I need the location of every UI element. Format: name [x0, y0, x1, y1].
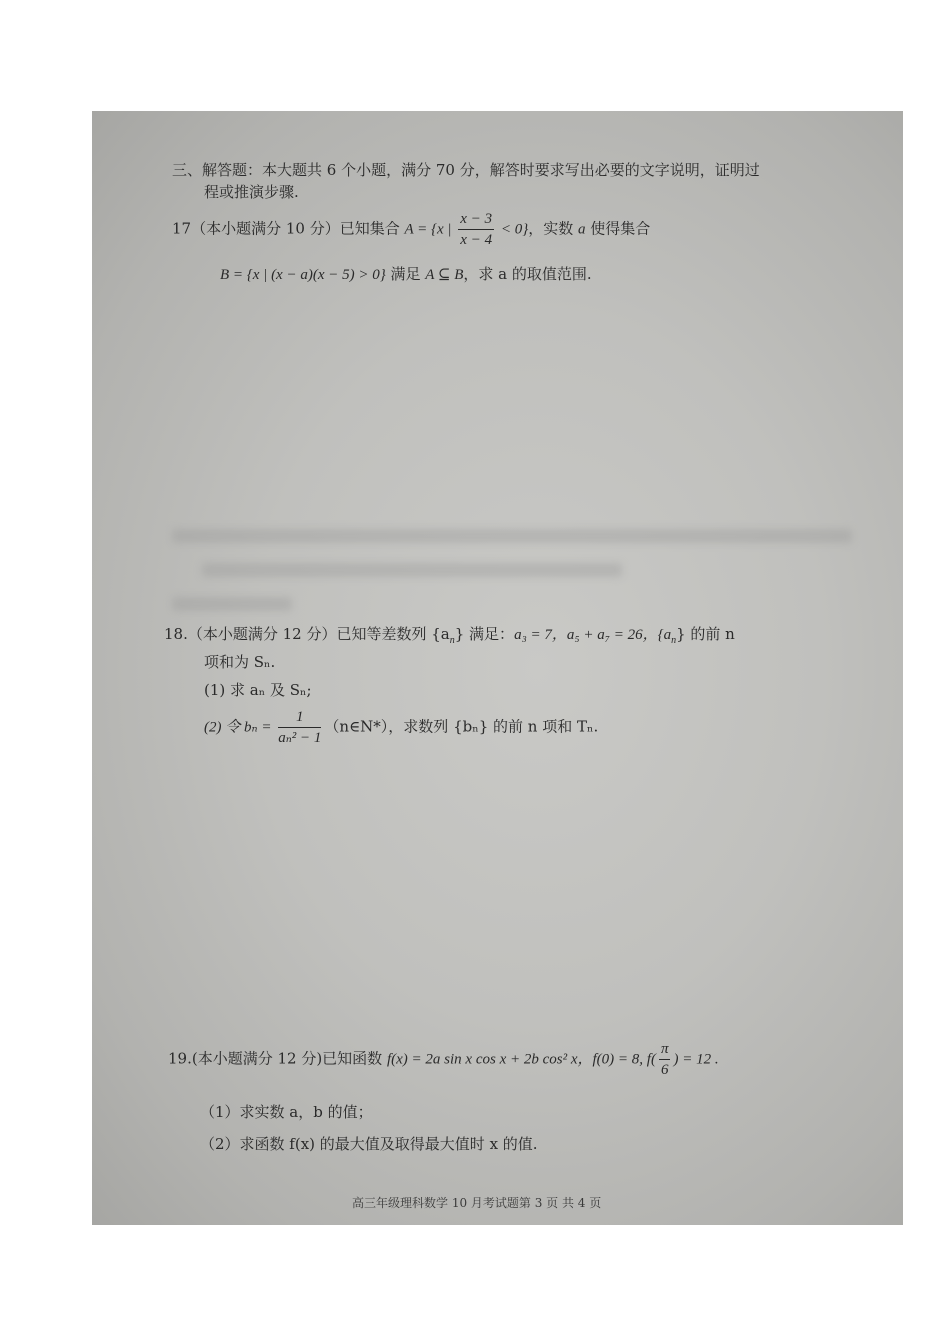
question-17 — [172, 209, 650, 250]
q17-cond-pre: 满足 — [385, 265, 426, 283]
q19-part1: （1）求实数 a，b 的值； — [200, 1103, 373, 1121]
q18-lead2: } 满足： — [454, 625, 515, 643]
q19-cond1: ，f(0) = 8, f( — [577, 1051, 656, 1068]
q19-part2: （2）求函数 f(x) 的最大值及取得最大值时 x 的值. — [200, 1135, 538, 1153]
q17-ask: ，求 a 的取值范围. — [463, 265, 592, 283]
question-18 — [164, 623, 735, 646]
question-18-part1 — [204, 679, 312, 700]
q17-frac-den: x − 4 — [460, 232, 493, 248]
q19-number: 19. — [168, 1049, 192, 1068]
q17-setB: B = {x | (x − a)(x − 5) > 0} — [220, 267, 386, 283]
q19-pi-den: 6 — [660, 1062, 669, 1078]
question-19-part2 — [200, 1133, 538, 1154]
q18-number: 18. — [164, 625, 188, 643]
q19-lead: (本小题满分 12 分)已知函数 — [191, 1049, 387, 1068]
q17-frac-num: x − 3 — [458, 209, 494, 230]
question-18-part2 — [204, 707, 598, 748]
q18-fraction — [278, 707, 321, 748]
q17-number: 17 — [172, 219, 192, 238]
q18-lead: （本小题满分 12 分）已知等差数列 {a — [187, 625, 450, 643]
q17-tail: 使得集合 — [585, 219, 651, 238]
q18-given: a₃ = 7，a₅ + a₇ = 26，{a — [514, 627, 672, 643]
question-18-line2 — [204, 651, 275, 672]
q18-given2: } 的前 n — [676, 625, 735, 643]
q18-given-sub: n — [671, 635, 677, 646]
question-17-line2 — [220, 263, 592, 284]
q18-frac-num: 1 — [278, 707, 321, 728]
q18-p2-pre: (2) 令 bₙ = — [204, 719, 276, 736]
page-footer: 高三年级理科数学 10 月考试题第 3 页 共 4 页 — [352, 1196, 602, 1210]
q18-frac-den: aₙ² − 1 — [278, 730, 322, 746]
q17-setA-post: < 0} — [497, 221, 529, 238]
section-heading-line2: 程或推演步骤. — [204, 183, 299, 201]
q19-cond2: ) = 12 . — [673, 1051, 719, 1068]
section-heading — [172, 159, 760, 180]
q18-p2-post: （n∈N*），求数列 {bₙ} 的前 n 项和 Tₙ. — [324, 717, 599, 736]
question-19 — [168, 1039, 719, 1080]
q17-mid: ，实数 — [528, 219, 578, 238]
q18-part1: (1) 求 aₙ 及 Sₙ; — [204, 681, 312, 699]
question-19-part1 — [200, 1101, 373, 1122]
q19-pi-fraction — [659, 1039, 671, 1080]
q17-setA-pre: A = {x | — [404, 221, 456, 238]
exam-page-photo — [92, 111, 903, 1225]
section-heading-cont — [204, 181, 299, 202]
q17-cond: A ⊆ B — [425, 267, 464, 283]
q17-lead: （本小题满分 10 分）已知集合 — [191, 219, 405, 238]
q17-a: a — [577, 221, 586, 238]
q19-func: f(x) = 2a sin x cos x + 2b cos² x — [386, 1051, 578, 1068]
q18-line2: 项和为 Sₙ. — [204, 653, 276, 671]
q19-pi-num: π — [659, 1039, 671, 1060]
q18-lead-sub: n — [449, 635, 455, 646]
q17-fraction — [458, 209, 494, 250]
section-heading-line1: 三、解答题：本大题共 6 个小题，满分 70 分，解答时要求写出必要的文字说明，证明过 — [172, 161, 760, 179]
